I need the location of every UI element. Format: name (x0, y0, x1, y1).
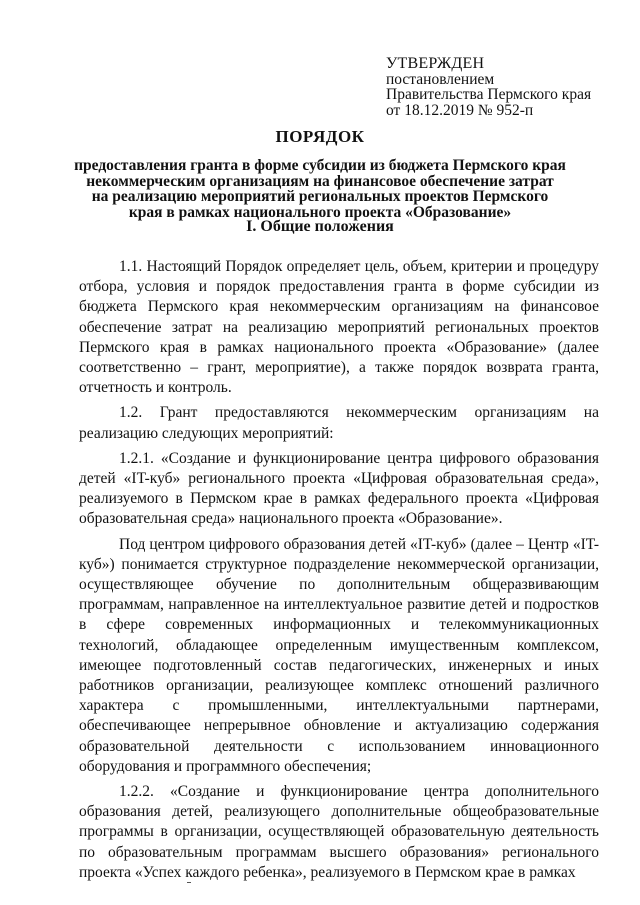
subtitle-line: некоммерческим организациям на финансовое обеспечение затрат (86, 172, 554, 190)
approval-line-date-number: от 18.12.2019 № 952-п (386, 101, 534, 119)
section-heading: I. Общие положения (246, 218, 394, 235)
subtitle-line: края в рамках национального проекта «Образование» (128, 203, 512, 221)
document-body (79, 257, 599, 888)
paragraph-1-1: 1.1. Настоящий Порядок определяет цель, объем, критерии и процедуру отбора, условия и порядок предоставления гранта в форме субсидии из бюджета Пермского края некоммерческим организациям на финансовое обеспечение затрат на реализацию мероприятий региональных проектов Пермского края в рамках национального проекта «Образование» (далее соответственно – грант, мероприятие), а также порядок возврата гранта, отчетность и контроль. (79, 258, 599, 397)
approval-line-government: Правительства Пермского края (386, 86, 592, 103)
document-title: ПОРЯДОК (275, 127, 365, 146)
approval-heading: УТВЕРЖДЕН (386, 55, 485, 72)
approval-stamp (386, 56, 591, 118)
paragraph-it-cube-definition: Под центром цифрового образования детей «IT-куб» (далее – Центр «IT-куб») понимается структурное подразделение некоммерческой организации, осуществляющее обучение по дополнительным общеразвивающим программам, направленное на интеллектуальное развитие детей и подростков в сфере современных информационных и телекоммуникационных технологий, обладающее определенным имущественным комплексом, имеющее подготовленный состав педагогических, инженерных и иных работников организации, реализующее комплекс отношений различного характера с промышленными, интеллектуальными партнерами, обеспечивающее непрерывное обновление и актуализацию содержания образовательной деятельности с использованием инновационного оборудования и программного обеспечения; (79, 535, 599, 775)
subtitle-line: на реализацию мероприятий региональных проектов Пермского (91, 188, 549, 205)
scan-artifact (187, 882, 191, 883)
document-title-block (0, 128, 640, 220)
approval-line-resolution: постановлением (386, 70, 495, 88)
paragraph-1-2: 1.2. Грант предоставляются некоммерческим организациям на реализацию следующих мероприятий: (79, 404, 599, 442)
paragraph-1-2-2: 1.2.2. «Создание и функционирование центра дополнительного образования детей, реализующего дополнительные общеобразовательные программы в организации, осуществляющей образовательную деятельность по образовательным программам высшего образования» регионального проекта «Успех каждого ребенка», реализуемого в Пермском крае в рамках (79, 783, 599, 881)
paragraph-1-2-1: 1.2.1. «Создание и функционирование центра цифрового образования детей «IT-куб» регионального проекта «Цифровая образовательная среда», реализуемого в Пермском крае в рамках федерального проекта «Цифровая образовательная среда» национального проекта «Образование». (79, 449, 599, 528)
document-subtitle (0, 158, 640, 220)
subtitle-line: предоставления гранта в форме субсидии из бюджета Пермского края (74, 157, 566, 174)
